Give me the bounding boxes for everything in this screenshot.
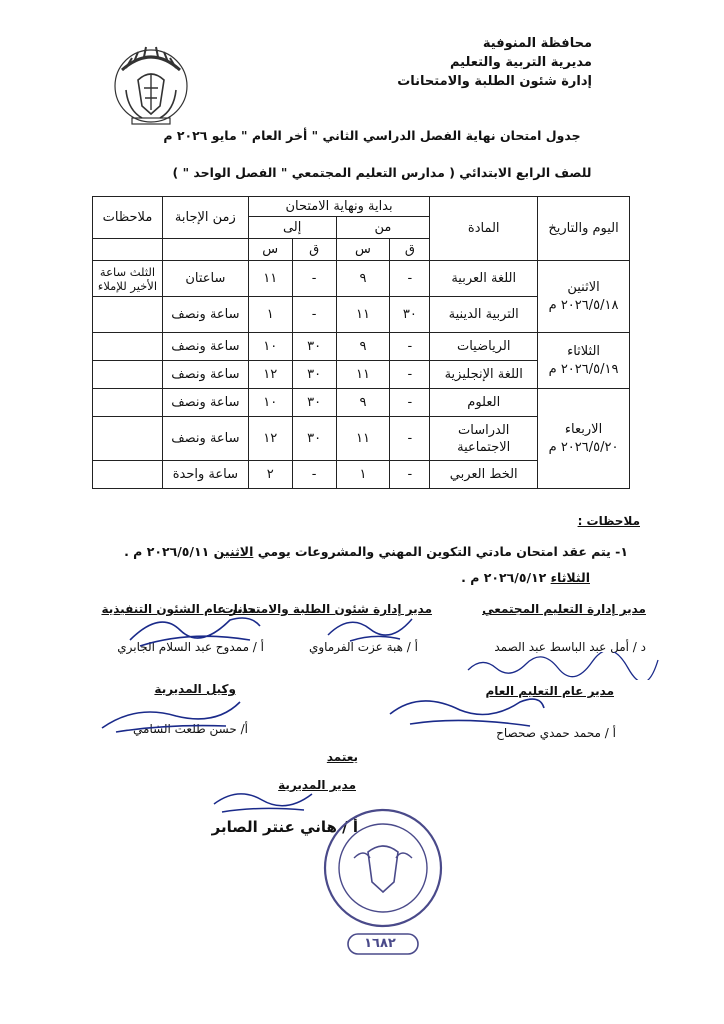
exam-schedule-table xyxy=(92,196,630,489)
from-minute-cell: - xyxy=(390,417,430,461)
community-director-role: مدير إدارة التعليم المجتمعي xyxy=(482,602,646,616)
subject-cell: اللغة الإنجليزية xyxy=(430,361,538,389)
education-director-role: مدير عام التعليم العام xyxy=(485,684,614,698)
note-line-1-date: ٢٠٢٦/٥/١١ م . xyxy=(124,544,210,559)
directorate-director-name: أ / هاني عنتر الصابر xyxy=(211,818,358,836)
day-name: الاربعاء xyxy=(564,421,603,437)
subject-cell: الرياضيات xyxy=(430,333,538,361)
schedule-subtitle: للصف الرابع الابتدائي ( مدارس التعليم المجتمعي " الفصل الواحد " ) xyxy=(172,165,592,180)
note-cell xyxy=(93,333,163,361)
from-hour-cell: ١١ xyxy=(336,361,390,389)
from-minute-cell: - xyxy=(390,461,430,489)
note-cell xyxy=(93,389,163,417)
header-from-hour: س xyxy=(336,239,390,261)
duration-cell: ساعة ونصف xyxy=(162,389,248,417)
to-minute-cell: ٣٠ xyxy=(292,361,336,389)
day-date: ٢٠٢٦/٥/٢٠ م xyxy=(548,439,619,455)
from-minute-cell: - xyxy=(390,361,430,389)
directorate-director-signature-icon xyxy=(208,780,318,820)
note-line-2-day: الثلاثاء xyxy=(550,570,590,585)
to-hour-cell: ٢ xyxy=(248,461,292,489)
note-line-1 xyxy=(124,544,628,559)
day-date: ٢٠٢٦/٥/١٩ م xyxy=(548,361,619,377)
duration-cell: ساعة ونصف xyxy=(162,417,248,461)
header-to-hour: س xyxy=(248,239,292,261)
directorate-header xyxy=(397,34,592,91)
community-director-signature-icon xyxy=(462,652,662,680)
subject-cell: العلوم xyxy=(430,389,538,417)
header-notes: ملاحظات xyxy=(93,197,163,239)
note-cell: الثلث ساعة الأخير للإملاء xyxy=(93,261,163,297)
subject-cell: التربية الدينية xyxy=(430,297,538,333)
from-hour-cell: ٩ xyxy=(336,261,390,297)
to-hour-cell: ١٠ xyxy=(248,333,292,361)
note-cell xyxy=(93,417,163,461)
deputy-role: وكيل المديرية xyxy=(154,682,236,696)
note-line-1-text: ١- يتم عقد امتحان مادتي التكوين المهني والمشروعات يومي xyxy=(257,544,628,559)
header-line-governorate: محافظة المنوفية xyxy=(482,36,592,51)
to-minute-cell: - xyxy=(292,261,336,297)
duration-cell: ساعة ونصف xyxy=(162,297,248,333)
to-minute-cell: - xyxy=(292,461,336,489)
from-hour-cell: ١ xyxy=(336,461,390,489)
from-hour-cell: ١١ xyxy=(336,417,390,461)
table-row xyxy=(93,261,630,297)
note-line-2-date: ٢٠٢٦/٥/١٢ م . xyxy=(461,570,547,585)
table-row xyxy=(93,389,630,417)
header-line-department: إدارة شئون الطلبة والامتحانات xyxy=(397,74,592,89)
day-name: الثلاثاء xyxy=(567,343,601,359)
to-minute-cell: ٣٠ xyxy=(292,417,336,461)
deputy-name: أ/ حسن طلعت الشامي xyxy=(133,722,248,736)
duration-cell: ساعة ونصف xyxy=(162,333,248,361)
to-minute-cell: ٣٠ xyxy=(292,389,336,417)
day-cell xyxy=(538,261,630,333)
header-duration: زمن الإجابة xyxy=(162,197,248,239)
approve-label: يعتمد xyxy=(326,750,358,764)
subject-cell: اللغة العربية xyxy=(430,261,538,297)
from-hour-cell: ٩ xyxy=(336,389,390,417)
to-minute-cell: ٣٠ xyxy=(292,333,336,361)
from-minute-cell: - xyxy=(390,389,430,417)
note-cell xyxy=(93,297,163,333)
subject-cell: الدراسات الاجتماعية xyxy=(430,417,538,461)
note-line-2 xyxy=(461,570,590,585)
schedule-title: جدول امتحان نهاية الفصل الدراسي الثاني " أخر العام " مايو ٢٠٢٦ م xyxy=(163,128,581,143)
note-cell xyxy=(93,361,163,389)
from-minute-cell: ٣٠ xyxy=(390,297,430,333)
header-line-directorate: مديرية التربية والتعليم xyxy=(449,55,592,70)
header-to: إلى xyxy=(248,217,336,239)
header-day-date: اليوم والتاريخ xyxy=(538,197,630,261)
header-start-end: بداية ونهاية الامتحان xyxy=(248,197,430,217)
deputy-signature-icon xyxy=(96,690,246,740)
executive-director-name: أ / ممدوح عبد السلام الجابري xyxy=(117,640,264,654)
to-hour-cell: ١ xyxy=(248,297,292,333)
header-from: من xyxy=(336,217,430,239)
eagle-emblem-logo xyxy=(108,40,194,128)
stamp-number: ١٦٨٢ xyxy=(364,936,396,951)
directorate-director-role: مدير المديرية xyxy=(278,778,356,792)
executive-director-role: مدير عام الشئون التنفيذية xyxy=(101,602,256,616)
from-hour-cell: ٩ xyxy=(336,333,390,361)
to-hour-cell: ١٢ xyxy=(248,417,292,461)
executive-director-signature-icon xyxy=(120,600,270,660)
education-director-name: أ / محمد حمدي صحصاح xyxy=(496,726,616,740)
note-line-1-day: الاثنين xyxy=(213,544,254,559)
education-director-signature-icon xyxy=(380,686,550,736)
duration-cell: ساعة واحدة xyxy=(162,461,248,489)
day-cell xyxy=(538,333,630,389)
header-from-minute: ق xyxy=(390,239,430,261)
table-row xyxy=(93,333,630,361)
subject-cell: الخط العربي xyxy=(430,461,538,489)
to-hour-cell: ١٢ xyxy=(248,361,292,389)
from-hour-cell: ١١ xyxy=(336,297,390,333)
header-to-minute: ق xyxy=(292,239,336,261)
header-subject: المادة xyxy=(430,197,538,261)
day-cell xyxy=(538,389,630,489)
notes-heading: ملاحظات : xyxy=(577,514,640,528)
duration-cell: ساعة ونصف xyxy=(162,361,248,389)
affairs-director-role: مدير إدارة شئون الطلبة والامتحانات xyxy=(221,602,432,616)
to-hour-cell: ١١ xyxy=(248,261,292,297)
community-director-name: د / أمل عبد الباسط عبد الصمد xyxy=(494,640,646,654)
to-minute-cell: - xyxy=(292,297,336,333)
day-name: الاثنين xyxy=(567,279,600,295)
from-minute-cell: - xyxy=(390,333,430,361)
affairs-director-name: أ / هبة عزت الفرماوي xyxy=(308,640,418,654)
duration-cell: ساعتان xyxy=(162,261,248,297)
affairs-director-signature-icon xyxy=(320,605,420,650)
note-cell xyxy=(93,461,163,489)
to-hour-cell: ١٠ xyxy=(248,389,292,417)
from-minute-cell: - xyxy=(390,261,430,297)
day-date: ٢٠٢٦/٥/١٨ م xyxy=(548,297,619,313)
